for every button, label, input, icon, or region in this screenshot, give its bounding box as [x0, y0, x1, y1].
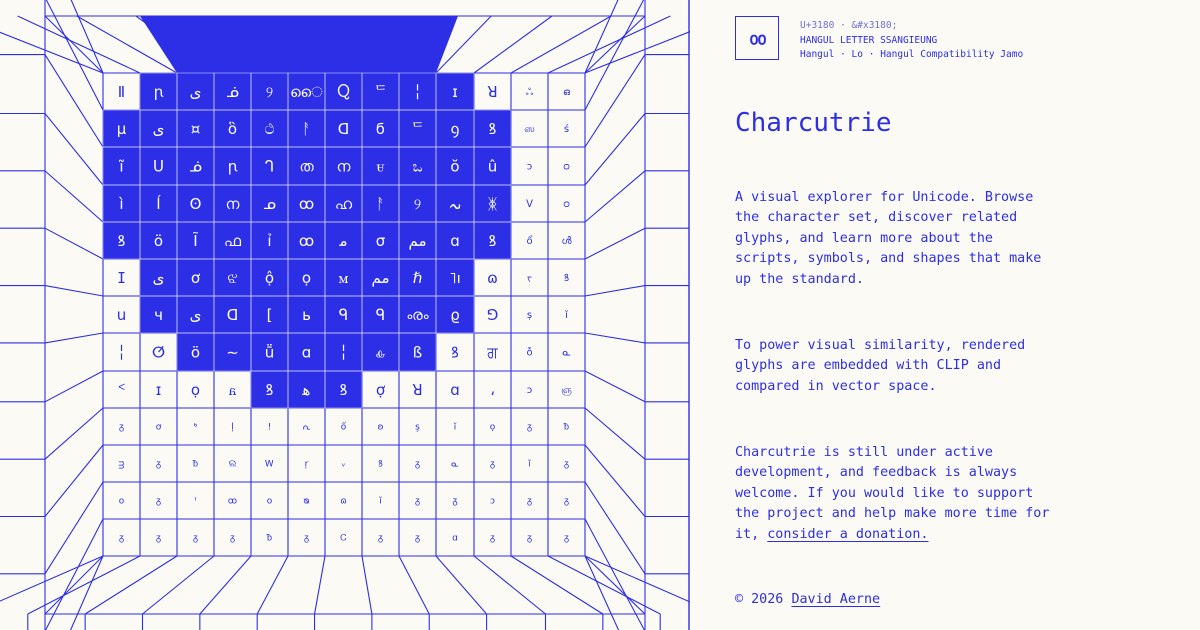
glyph-cell[interactable]: ꝸ: [563, 273, 570, 284]
glyph-cell[interactable]: ɷ: [340, 496, 347, 507]
glyph-cell[interactable]: ᑫ: [375, 305, 386, 324]
glyph-cell[interactable]: ᵹ: [563, 459, 570, 470]
glyph-cell[interactable]: ч: [154, 305, 163, 324]
glyph-cell[interactable]: ᐯ: [526, 199, 533, 210]
glyph-cell[interactable]: ╎: [412, 82, 423, 101]
glyph-cell[interactable]: ന: [225, 194, 240, 213]
grid-fan-line: [585, 228, 645, 259]
glyph-cell[interactable]: ൾ: [561, 236, 572, 247]
status-paragraph: [735, 443, 1055, 545]
grid-fan-line: [45, 333, 103, 343]
glyph-cell[interactable]: ᛤ: [487, 194, 498, 213]
glyph-cell[interactable]: ᵹ: [563, 533, 570, 544]
glyph-cell[interactable]: ꮜ: [376, 157, 385, 176]
glyph-cell[interactable]: ᵬ: [192, 459, 199, 470]
glyph-cell[interactable]: ᵹ: [155, 533, 162, 544]
grid-fan-line: [200, 556, 251, 614]
glyph-cell[interactable]: ϭ: [375, 119, 386, 138]
grid-fan-line: [362, 556, 372, 614]
glyph-cell[interactable]: ᓅ: [189, 157, 202, 176]
glyph-cell[interactable]: !: [267, 422, 272, 433]
glyph-cell[interactable]: ꝸ: [265, 380, 274, 399]
glyph-cell[interactable]: ⵊ: [117, 268, 126, 287]
glyph-cell[interactable]: ộ: [264, 268, 275, 287]
glyph-codepoint: U+3180: [800, 20, 835, 31]
glyph-cell[interactable]: ഹ: [334, 194, 353, 213]
glyph-cell[interactable]: ĭ: [528, 459, 531, 470]
glyph-cell[interactable]: ᴏ: [118, 496, 125, 507]
glyph-cell[interactable]: ꝸ: [488, 231, 497, 250]
glyph-cell[interactable]: ṻ: [264, 343, 275, 362]
glyph-code-line: [800, 19, 1023, 34]
glyph-cell[interactable]: ꝸ: [117, 231, 126, 250]
glyph-cell[interactable]: ꓷ: [226, 305, 239, 324]
glyph-cell[interactable]: ᵹ: [526, 422, 533, 433]
glyph-cell[interactable]: ୨: [265, 82, 274, 101]
glyph-cell[interactable]: ന: [336, 157, 351, 176]
grid-fan-line: [399, 556, 429, 614]
glyph-cell[interactable]: ᵹ: [489, 459, 496, 470]
glyph-cell[interactable]: ɑ: [450, 231, 460, 250]
grid-corner-line: [585, 16, 645, 73]
glyph-cell[interactable]: ᓄ: [263, 194, 276, 213]
glyph-cell[interactable]: ˥ו: [449, 268, 461, 287]
grid-fan-line: [474, 16, 552, 73]
site-title: Charcutrie: [735, 108, 892, 138]
glyph-cell[interactable]: ىہ: [448, 194, 462, 213]
glyph-cell[interactable]: ¤: [190, 119, 201, 138]
grid-corner-line: [45, 16, 103, 73]
glyph-cell[interactable]: ꮂ: [376, 343, 385, 362]
glyph-cell[interactable]: ى: [152, 268, 165, 287]
glyph-cell[interactable]: ὃ: [227, 119, 238, 138]
glyph-cell[interactable]: ᴓ: [303, 496, 310, 507]
grid-fan-line: [45, 171, 103, 222]
glyph-cell[interactable]: ì: [119, 194, 124, 213]
grid-fan-line: [45, 408, 103, 459]
glyph-cell[interactable]: ꝏ: [227, 496, 238, 507]
glyph-cell[interactable]: ᑊ: [194, 496, 197, 507]
glyph-cell[interactable]: ᵹ: [229, 533, 236, 544]
glyph-html-entity: &#x3180;: [851, 20, 898, 31]
glyph-cell[interactable]: ö: [153, 231, 164, 250]
grid-fan-line: [585, 171, 645, 222]
glyph-cell[interactable]: ố: [340, 422, 347, 433]
glyph-cell[interactable]: ᴐ: [526, 385, 533, 396]
grid-fan-line: [585, 333, 645, 343]
glyph-cell[interactable]: ꞃ: [227, 157, 238, 176]
glyph-cell[interactable]: ß: [412, 343, 423, 362]
glyph-cell[interactable]: ս: [116, 305, 127, 324]
glyph-cell[interactable]: ɪ: [452, 82, 458, 101]
glyph-cell[interactable]: ಒ: [412, 157, 423, 176]
copyright: © 2026: [735, 592, 784, 607]
glyph-classification: [800, 48, 1023, 63]
info-panel: [690, 0, 1200, 630]
glyph-cell[interactable]: ọ: [301, 268, 312, 287]
glyph-cell[interactable]: ᵹ: [414, 496, 421, 507]
grid-fan-line: [585, 556, 645, 630]
glyph-cell[interactable]: ᓅ: [226, 82, 239, 101]
glyph-cell[interactable]: ى: [189, 305, 202, 324]
glyph-cell[interactable]: ᵹ: [526, 496, 533, 507]
glyph-cell[interactable]: μ: [116, 119, 127, 138]
glyph-script: Hangul: [800, 49, 835, 60]
glyph-cell[interactable]: ĭ: [565, 310, 568, 321]
glyph-cell[interactable]: ś: [563, 124, 570, 135]
glyph-cell[interactable]: ş: [415, 422, 420, 433]
glyph-cell[interactable]: ᵹ: [452, 496, 458, 507]
glyph-cell[interactable]: ᵹ: [192, 533, 199, 544]
glyph-cell[interactable]: ᚨ: [375, 194, 386, 213]
glyph-cell[interactable]: ŏ: [450, 157, 460, 176]
glyph-meta: [800, 19, 1023, 63]
glyph-cell[interactable]: ơ: [190, 268, 201, 287]
grid-fan-line: [585, 445, 645, 517]
grid-fan-line: [18, 16, 140, 73]
glyph-cell[interactable]: ᵬ: [563, 422, 570, 433]
grid-fan-line: [45, 556, 103, 630]
glyph-cell[interactable]: ꝏ: [298, 194, 315, 213]
glyph-cell[interactable]: ୨: [413, 194, 422, 213]
glyph-cell[interactable]: ь: [302, 305, 311, 324]
grid-fan-line: [45, 228, 103, 259]
glyph-cell[interactable]: ɑ: [301, 343, 312, 362]
glyph-cell[interactable]: ᒉ: [264, 157, 275, 176]
glyph-cell[interactable]: ᴏ: [266, 496, 273, 507]
glyph-cell[interactable]: ö: [190, 343, 201, 362]
glyph-cell[interactable]: ،: [490, 380, 495, 399]
grid-fan-line: [45, 371, 103, 402]
glyph-cell[interactable]: ɔ: [490, 496, 495, 507]
glyph-cell[interactable]: ʚ: [377, 422, 384, 433]
glyph-cell[interactable]: Ⴍ: [337, 82, 350, 101]
glyph-cell[interactable]: ꮇ: [338, 268, 349, 287]
glyph-cell[interactable]: ᓇ: [451, 459, 459, 470]
glyph-cell[interactable]: ᵹ: [563, 496, 570, 507]
grid-fan-line: [143, 556, 215, 614]
grid-fan-line: [315, 556, 325, 614]
glyph-cell[interactable]: ஃ: [525, 87, 534, 98]
grid-fan-line: [585, 556, 690, 614]
glyph-cell[interactable]: ᕆ: [302, 422, 311, 433]
glyph-cell[interactable]: ọ: [489, 422, 496, 433]
glyph-cell[interactable]: û: [487, 157, 498, 176]
glyph-cell[interactable]: ỉ: [267, 231, 272, 250]
glyph-cell[interactable]: ഫ: [223, 231, 242, 250]
glyph-cell[interactable]: ϱ: [450, 305, 460, 324]
glyph-cell[interactable]: ꞃ: [153, 82, 164, 101]
grid-corner-line: [45, 556, 103, 614]
glyph-cell[interactable]: ᄃ: [373, 82, 388, 101]
glyph-cell[interactable]: ᵹ: [118, 422, 125, 433]
glyph-cell[interactable]: ﻫ: [302, 380, 311, 399]
selected-glyph-box: [735, 16, 779, 60]
glyph-cell[interactable]: ᵬ: [266, 533, 273, 544]
grid-fan-line: [45, 519, 103, 630]
grid-fan-line: [511, 16, 611, 73]
grid-fan-line: [585, 55, 645, 147]
glyph-cell[interactable]: ᵹ: [414, 459, 421, 470]
grid-fan-line: [0, 556, 103, 614]
glyph-cell[interactable]: Ꮃ: [265, 459, 274, 470]
glyph-cell[interactable]: ᵥ: [341, 459, 346, 470]
glyph-cell[interactable]: ꝸ: [339, 380, 348, 399]
glyph-cell[interactable]: Ĩ: [193, 231, 198, 250]
grid-fan-line: [585, 114, 645, 186]
glyph-cell[interactable]: ൟ: [406, 305, 429, 324]
footer: [735, 592, 880, 607]
grid-fan-line: [257, 556, 288, 614]
glyph-category: Lo: [851, 49, 863, 60]
glyph-block: Hangul Compatibility Jamo: [880, 49, 1024, 60]
glyph-cell[interactable]: ത: [299, 157, 314, 176]
glyph-cell[interactable]: ọ: [190, 380, 201, 399]
glyph-cell[interactable]: ĩ: [119, 157, 124, 176]
status-text: Charcutrie is still under active development, and feedback is always welcome. If you would like to support the project and help make more time for it,: [735, 445, 1050, 542]
author-link[interactable]: David Aerne: [791, 592, 881, 607]
glyph-cell[interactable]: ꝏ: [298, 231, 315, 250]
glyph-cell[interactable]: ஞ: [561, 385, 572, 396]
glyph-cell[interactable]: [: [266, 305, 273, 324]
glyph-cell[interactable]: ɪ: [155, 380, 162, 399]
glyph-cell[interactable]: ᵹ: [489, 533, 496, 544]
grid-fan-line: [474, 556, 546, 614]
glyph-cell[interactable]: ĭ: [379, 496, 382, 507]
glyph-cell[interactable]: ᠵ: [527, 273, 532, 284]
glyph-cell[interactable]: ⵚ: [151, 343, 166, 362]
glyph-cell[interactable]: مم: [371, 268, 390, 287]
glyph-cell[interactable]: Ꮯ: [340, 533, 347, 544]
glyph-cell[interactable]: ʘ: [189, 194, 202, 213]
glyph-cell[interactable]: ᵹ: [118, 533, 125, 544]
glyph-cell[interactable]: ╎: [338, 343, 349, 362]
glyph-cell[interactable]: ᓇ: [562, 347, 571, 359]
glyph-cell[interactable]: ╎: [116, 343, 127, 362]
glyph-cell[interactable]: ĭ: [453, 422, 457, 433]
meta-separator: ·: [868, 49, 875, 60]
grid-fan-line: [585, 0, 645, 73]
glyph-cell[interactable]: ﻣ: [339, 231, 348, 250]
meta-separator: ·: [840, 49, 846, 60]
grid-corner-line: [585, 556, 645, 614]
glyph-cell[interactable]: ĺ: [156, 194, 161, 213]
glyph-cell[interactable]: ŗ: [304, 459, 309, 470]
glyph-cell[interactable]: ᴑ: [563, 161, 570, 173]
grid-fan-line: [45, 286, 103, 296]
glyph-cell[interactable]: ɑ: [452, 533, 458, 544]
glyph-cell[interactable]: Ⅱ: [117, 82, 126, 101]
glyph-cell[interactable]: ථ: [264, 119, 275, 138]
glyph-cell[interactable]: ℏ: [412, 268, 423, 287]
glyph-cell[interactable]: ଝ: [227, 268, 238, 287]
glyph-name: HANGUL LETTER SSANGIEUNG: [800, 34, 938, 46]
glyph-cell[interactable]: ᚨ: [301, 119, 312, 138]
glyph-cell[interactable]: ᵹ: [526, 533, 533, 544]
clip-paragraph: To power visual similarity, rendered glyphs are embedded with CLIP and compared in vector space.: [735, 338, 1026, 394]
grid-fan-line: [436, 556, 487, 614]
glyph-cell[interactable]: ļ: [231, 422, 234, 433]
glyph-cell[interactable]: ꝸ: [488, 119, 497, 138]
grid-fan-line: [585, 286, 645, 296]
glyph-cell[interactable]: ᑉ: [117, 380, 126, 399]
glyph-cell[interactable]: ᵹ: [155, 459, 162, 470]
grid-fan-line: [585, 408, 645, 459]
glyph-cell[interactable]: ơ: [155, 422, 162, 433]
glyph-cell[interactable]: ᄃ: [410, 119, 425, 138]
glyph-cell[interactable]: ổ: [526, 236, 533, 247]
glyph-cell[interactable]: ɑ: [450, 380, 460, 399]
grid-top-wall-fill: [140, 16, 458, 73]
glyph-cell[interactable]: ꝯ: [450, 119, 460, 138]
intro-paragraph: A visual explorer for Unicode. Browse the character set, discover related glyphs, and learn more about the scripts, symbols, and shapes that make up the standard.: [735, 190, 1042, 287]
glyph-cell[interactable]: ଲ: [228, 459, 237, 470]
glyph-cell[interactable]: ꓤ: [412, 380, 423, 399]
grid-fan-line: [45, 55, 103, 147]
glyph-cell[interactable]: ஸ: [524, 124, 535, 135]
glyph-cell[interactable]: ɔ: [526, 161, 533, 173]
glyph-cell[interactable]: ى: [189, 82, 202, 101]
glyph-cell[interactable]: ᑫ: [338, 305, 349, 324]
meta-separator: ·: [840, 20, 846, 31]
donation-link[interactable]: consider a donation.: [767, 526, 929, 542]
glyph-cell[interactable]: مم: [408, 231, 427, 250]
glyph-cell[interactable]: σ: [375, 231, 386, 250]
glyph-cell[interactable]: ꓤ: [487, 82, 498, 101]
glyph-cell[interactable]: ᒃ: [193, 422, 198, 433]
glyph-cell[interactable]: ᏺ: [228, 380, 237, 399]
glyph-cell[interactable]: ṣ: [526, 310, 533, 321]
glyph-cell[interactable]: ꓨ: [486, 305, 499, 324]
glyph-cell[interactable]: ꝸ: [451, 343, 459, 362]
grid-fan-line: [45, 445, 103, 517]
glyph-cell[interactable]: ᑌ: [153, 157, 164, 176]
grid-fan-line: [585, 16, 690, 73]
grid-fan-line: [585, 371, 645, 402]
glyph-cell[interactable]: ᴑ: [563, 199, 570, 210]
glyph-cell[interactable]: ᵹ: [303, 533, 310, 544]
glyph-cell[interactable]: ൈ: [289, 82, 324, 101]
glyph-cell[interactable]: ᴟ: [118, 459, 125, 470]
glyph-cell[interactable]: ɷ: [487, 268, 498, 287]
glyph-cell[interactable]: ợ: [375, 380, 386, 399]
grid-fan-line: [45, 114, 103, 186]
glyph-cell[interactable]: ਗ: [487, 343, 498, 362]
glyph-cell[interactable]: ∼: [226, 343, 239, 362]
glyph-cell[interactable]: ᵹ: [377, 533, 384, 544]
glyph-cell[interactable]: ꓷ: [337, 119, 350, 138]
glyph-cell[interactable]: ꝸ: [378, 459, 383, 470]
glyph-cell[interactable]: ى: [152, 119, 165, 138]
grid-fan-line: [585, 519, 645, 630]
glyph-cell[interactable]: ഒ: [562, 87, 571, 98]
glyph-cell[interactable]: ᵹ: [155, 496, 162, 507]
glyph-cell[interactable]: ᵹ: [414, 533, 421, 544]
selected-glyph: ㆀ: [748, 27, 766, 52]
glyph-cell[interactable]: ỗ: [526, 347, 533, 359]
